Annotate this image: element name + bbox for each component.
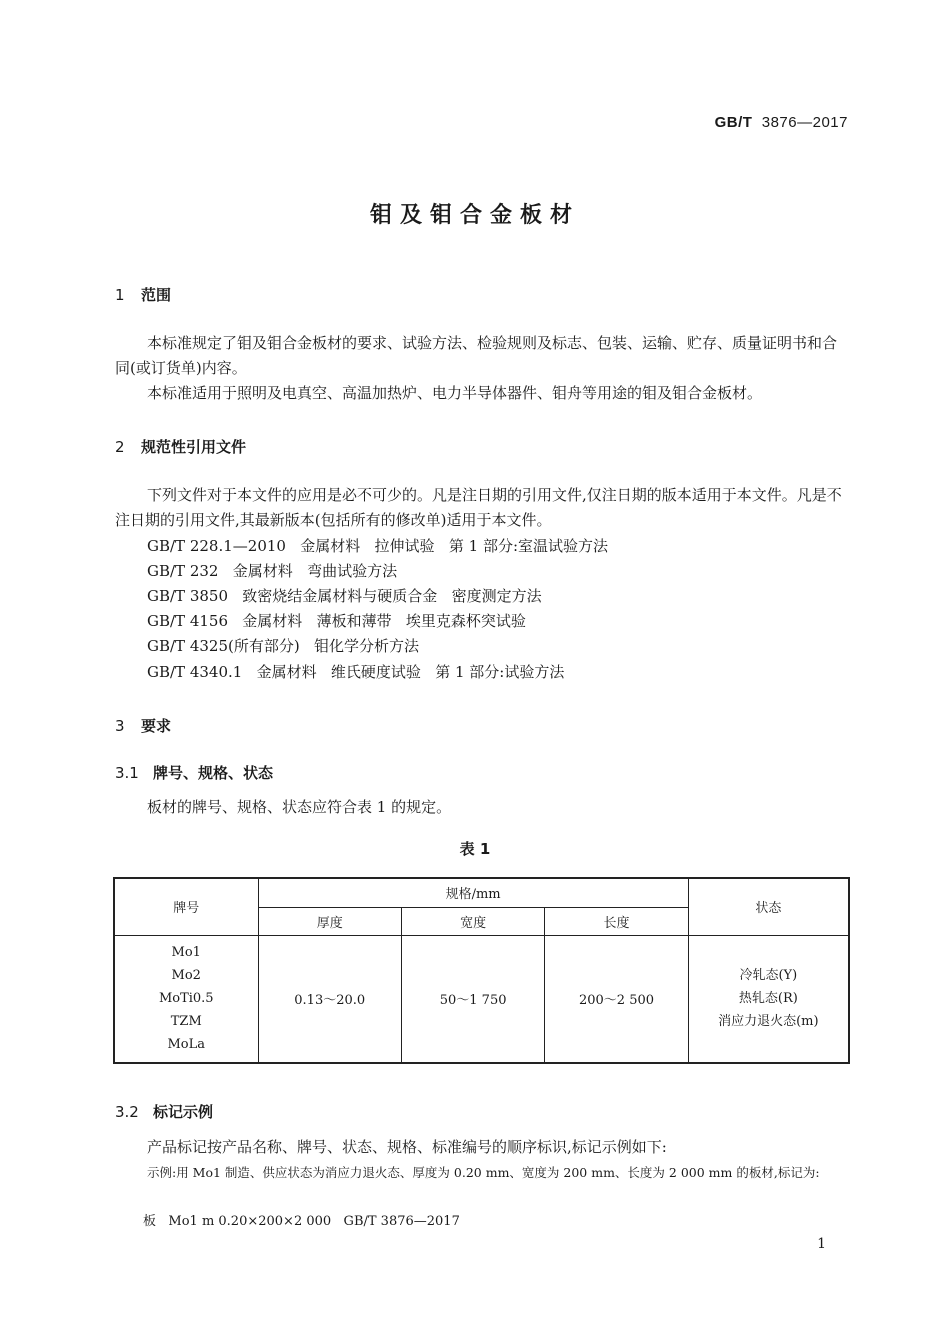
reference-item: GB/T 4156 金属材料 薄板和薄带 埃里克森杯突试验	[147, 612, 526, 630]
header-thickness: 厚度	[258, 907, 401, 935]
table-caption: 表 1	[459, 840, 491, 858]
state-item: 冷轧态(Y)	[739, 968, 798, 984]
grade-item: Mo1	[171, 945, 201, 961]
reference-item: GB/T 4340.1 金属材料 维氏硬度试验 第 1 部分:试验方法	[147, 663, 565, 681]
state-item: 消应力退火态(m)	[718, 1014, 819, 1030]
header-grade: 牌号	[114, 878, 258, 935]
section-2-heading: 2 规范性引用文件	[115, 438, 247, 456]
section-1-para-1: 本标准规定了钼及钼合金板材的要求、试验方法、检验规则及标志、包装、运输、贮存、质量证明书和合同(或订货单)内容。	[115, 334, 838, 377]
header-width: 宽度	[401, 907, 544, 935]
reference-item: GB/T 232 金属材料 弯曲试验方法	[147, 562, 398, 580]
grades-cell	[114, 935, 258, 1063]
header-state: 状态	[688, 878, 849, 935]
section-3-1-heading: 3.1 牌号、规格、状态	[115, 764, 274, 782]
grade-item: Mo2	[171, 968, 201, 984]
document-title: 钼及钼合金板材	[369, 203, 580, 228]
section-2-intro: 下列文件对于本文件的应用是必不可少的。凡是注日期的引用文件,仅注日期的版本适用于本文件。凡是不注日期的引用文件,其最新版本(包括所有的修改单)适用于本文件。	[115, 486, 842, 529]
reference-item: GB/T 3850 致密烧结金属材料与硬质合金 密度测定方法	[147, 587, 542, 605]
section-3-2-text: 产品标记按产品名称、牌号、状态、规格、标准编号的顺序标识,标记示例如下:	[147, 1138, 667, 1156]
grade-item: TZM	[170, 1014, 202, 1030]
reference-item: GB/T 228.1—2010 金属材料 拉伸试验 第 1 部分:室温试验方法	[147, 537, 608, 555]
header-length: 长度	[545, 907, 688, 935]
section-3-2-heading: 3.2 标记示例	[115, 1103, 214, 1121]
standard-number: 3876—2017	[761, 114, 848, 131]
thickness-cell: 0.13～20.0	[258, 935, 401, 1063]
marking-example: 板 Mo1 m 0.20×200×2 000 GB/T 3876—2017	[143, 1214, 460, 1229]
width-cell: 50～1 750	[401, 935, 544, 1063]
example-text: 示例:用 Mo1 制造、供应状态为消应力退火态、厚度为 0.20 mm、宽度为 200 mm、长度为 2 000 mm 的板材,标记为:	[147, 1165, 820, 1180]
page-number: 1	[817, 1236, 826, 1252]
table-1	[113, 877, 850, 1064]
section-1-heading: 1 范围	[115, 286, 172, 304]
section-1-para-2: 本标准适用于照明及电真空、高温加热炉、电力半导体器件、钼舟等用途的钼及钼合金板材。	[147, 384, 763, 402]
section-3-heading: 3 要求	[115, 717, 172, 735]
state-item: 热轧态(R)	[738, 991, 798, 1007]
section-3-1-text: 板材的牌号、规格、状态应符合表 1 的规定。	[147, 798, 452, 816]
length-cell: 200～2 500	[545, 935, 688, 1063]
standard-code: GB/T 3876—2017	[714, 114, 848, 131]
reference-item: GB/T 4325(所有部分) 钼化学分析方法	[147, 637, 420, 655]
states-cell	[688, 935, 849, 1063]
grade-item: MoLa	[167, 1037, 206, 1053]
header-spec: 规格/mm	[258, 878, 688, 907]
grade-item: MoTi0.5	[158, 991, 214, 1007]
